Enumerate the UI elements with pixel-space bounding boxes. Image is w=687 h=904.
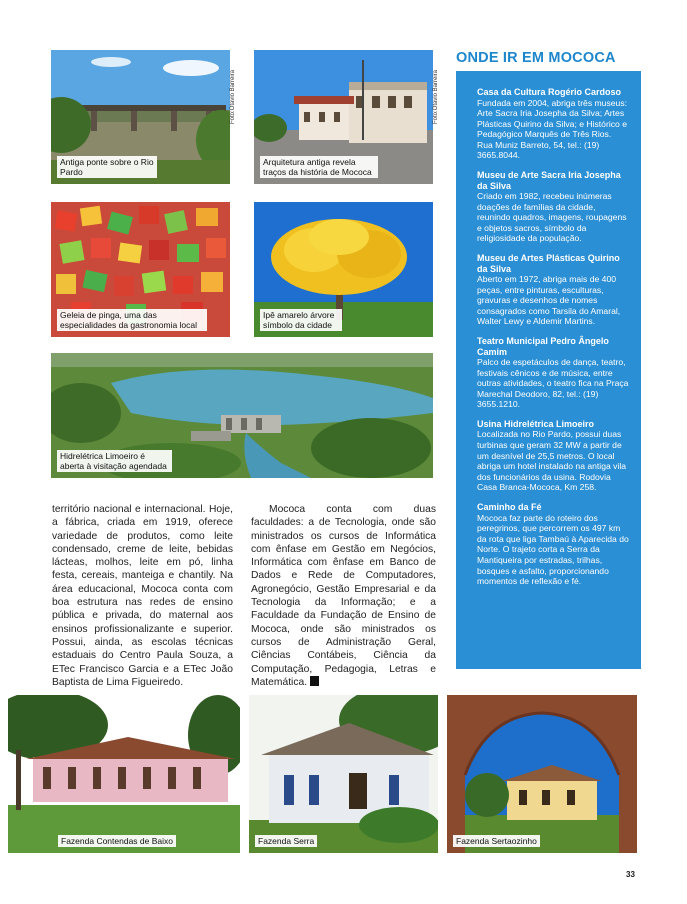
photo-credit: Foto:Otavio Barreira [230,69,236,124]
entry-title: Usina Hidrelétrica Limoeiro [477,418,595,429]
photo-antiga-ponte [51,50,230,184]
sidebar-entry [477,336,629,410]
photo-credit: Foto:Otavio Barreira [433,69,439,124]
farmhouse-image [8,695,240,853]
caption-fazenda-sertaozinho: Fazenda Sertaozinho [453,835,540,847]
photo-arquitetura [254,50,433,184]
caption-ipe: Ipê amarelo árvore símbolo da cidade [260,309,342,331]
sidebar-heading: ONDE IR EM MOCOCA [456,50,616,66]
entry-body: Palco de espetáculos de dança, teatro, festivais cênicos e de música, entre outras atividades, o teatro fica na Praça Marechal Deodoro, 82, tel.: (19) 3655.1210. [477,357,629,410]
entry-title: Museu de Artes Plásticas Quirino da Silva [477,253,620,274]
sidebar-entry [477,87,629,161]
article-column-2 [251,503,436,689]
photo-ipe [254,202,433,337]
entry-title: Casa da Cultura Rogério Cardoso [477,87,622,97]
caption-hidreletrica: Hidrelétrica Limoeiro é aberta à visitação agendada [57,450,172,472]
sidebar-entry [477,502,629,587]
entry-body: Fundada em 2004, abriga três museus: Arte Sacra Iria Josepha da Silva; Artes Plásticas Quirino da Silva; e Histórico e Pedagógico Marquês de Três Rios. Rua Muniz Barreto, 54, tel.: (19) 3665.8044. [477,97,628,161]
photo-hidreletrica [51,353,433,478]
sidebar-entry [477,419,629,493]
caption-antiga-ponte: Antiga ponte sobre o Rio Pardo [57,156,157,178]
entry-title: Caminho da Fé [477,502,542,513]
photo-fazenda-serra [249,695,438,853]
entry-body: Aberto em 1972, abriga mais de 400 peças, entre pinturas, esculturas, gravuras e desenhos de nomes consagrados como Tarsila do Amaral, Walter Lewy e Aldemir Martins. [477,274,621,327]
photo-fazenda-contendas [8,695,240,853]
caption-fazenda-contendas: Fazenda Contendas de Baixo [58,835,176,847]
entry-title: Museu de Arte Sacra Iria Josepha da Silva [477,170,621,191]
sidebar-entry [477,170,629,244]
photo-fazenda-sertaozinho [447,695,637,853]
caption-geleia: Geleia de pinga, uma das especialidades da gastronomia local [57,309,207,331]
entry-body: Localizada no Rio Pardo, possui duas turbinas que geram 32 MW a partir de um desnível de 25,5 metros. O local abriga um hotel instalado na antiga vila dos funcionários da usina. Rodovia Casa Branca-Mococa, Km 258. [477,429,627,493]
end-of-article-icon [310,676,319,686]
caption-arquitetura: Arquitetura antiga revela traços da história de Mococa [260,156,378,178]
farmhouse-image [249,695,438,853]
photo-geleia [51,202,230,337]
article-column-2-text: Mococa conta com duas faculdades: a de Tecnologia, onde são ministrados os cursos de Informática com ênfase em Gestão em Negócios, Informática com ênfase em Banco de Dados e Rede de Computadores, Agronegócio, Gestão Empresarial e da Tecnologia da Informação; e a Faculdade da Fundação de Ensino de Mococa, onde são ministrados os cursos de Administração Geral, Ciências Contábeis, Ciência da Computação, Pedagogia, Letras e Matemática. [251,504,436,688]
arch-image [447,695,637,853]
entry-body: Mococa faz parte do roteiro dos peregrinos, que percorrem os 497 km da rota que liga Tambaú à Aparecida do Norte. O trajeto corta a Serra da Mantiqueira por estradas, trilhas, bosques e asfalto, proporcionando momentos de reflexão e fé. [477,512,629,587]
article-column-1: território nacional e internacional. Hoje, a fábrica, criada em 1919, oferece variedade de produtos, como leite condensado, creme de leite, bebidas lácteas, molhos, leite em pó, linha festa, cereais, manteiga e chantily. Na área educacional, Mococa conta com boa estrutura nas redes de ensino pública e privada, do maternal aos ensinos profissionalizante e superior. Possui, ainda, as escolas técnicas estaduais do Centro Paula Souza, a ETec Francisco Garcia e a ETec João Baptista de Lima Figueiredo. [52,504,233,688]
caption-fazenda-serra: Fazenda Serra [255,835,317,847]
sidebar-onde-ir [456,71,641,669]
entry-body: Criado em 1982, recebeu inúmeras doações de famílias da cidade, reunindo quadros, imagens, roupagens e objetos sacros, símbolo da religiosidade da população. [477,191,627,244]
entry-title: Teatro Municipal Pedro Ângelo Camim [477,336,609,357]
page-number: 33 [626,870,635,879]
sidebar-entry [477,253,629,327]
